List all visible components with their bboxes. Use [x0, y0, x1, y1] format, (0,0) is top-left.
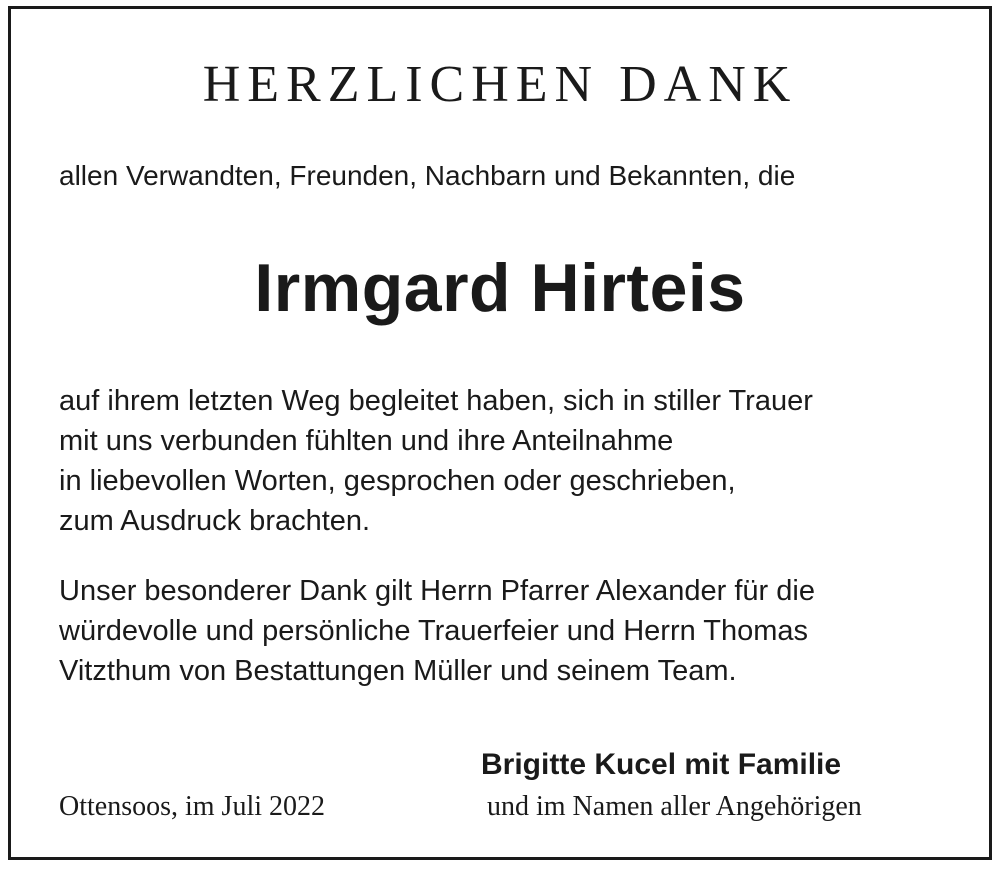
special-thanks-paragraph	[59, 571, 815, 691]
gratitude-paragraph	[59, 381, 813, 541]
family-signature: Brigitte Kucel mit Familie	[481, 748, 842, 781]
paragraph-line: Vitzthum von Bestattungen Müller und seinem Team.	[59, 655, 737, 687]
relatives-line: und im Namen aller Angehörigen	[487, 791, 862, 822]
place-and-date: Ottensoos, im Juli 2022	[59, 791, 326, 822]
paragraph-line: mit uns verbunden fühlten und ihre Anteilnahme	[59, 425, 674, 457]
paragraph-line: zum Ausdruck brachten.	[59, 505, 371, 537]
deceased-name: Irmgard Hirteis	[254, 250, 746, 326]
thank-you-notice	[8, 6, 992, 860]
paragraph-line: würdevolle und persönliche Trauerfeier und Herrn Thomas	[59, 615, 809, 647]
intro-text: allen Verwandten, Freunden, Nachbarn und Bekannten, die	[59, 160, 796, 191]
notice-heading: HERZLICHEN DANK	[202, 56, 798, 113]
paragraph-line: auf ihrem letzten Weg begleitet haben, sich in stiller Trauer	[59, 385, 813, 417]
paragraph-line: Unser besonderer Dank gilt Herrn Pfarrer Alexander für die	[59, 575, 815, 607]
paragraph-line: in liebevollen Worten, gesprochen oder geschrieben,	[59, 465, 736, 497]
